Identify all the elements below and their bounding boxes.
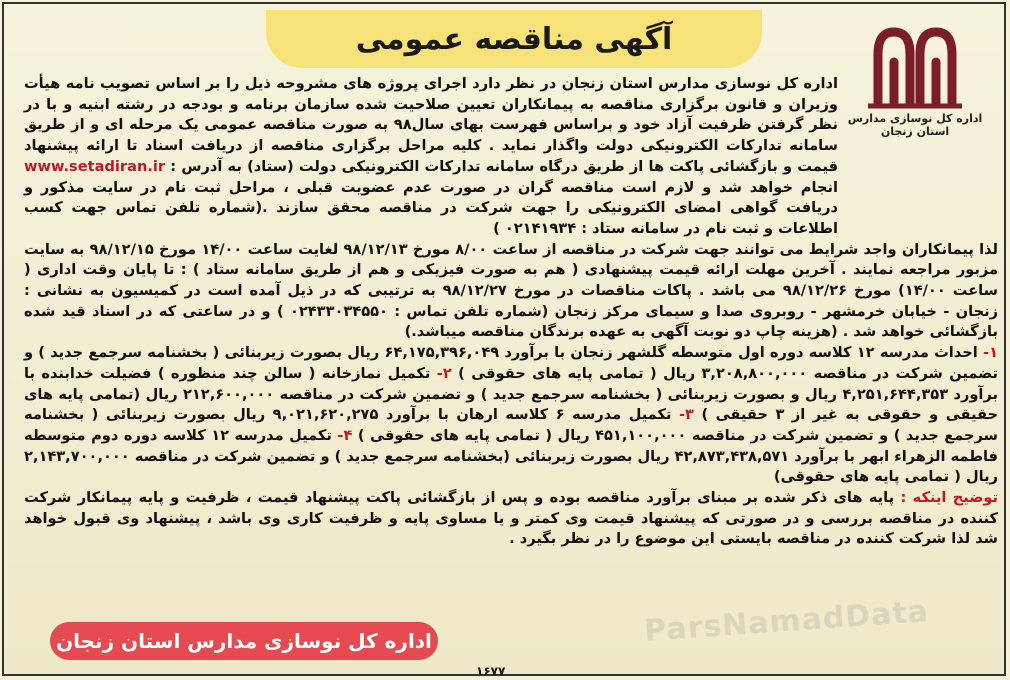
project-text: تکمیل مدرسه ۶ کلاسه ارهان با برآورد ۹,۰۲۱,۶۲۰,۲۷۵ ریال بصورت زیربنائی ( بخشنامه سرجمع جدید ) و تضمین شرکت در مناقصه ۴۵۱,۱۰۰,۰۰۰ ریال ( تمامی پایه های حقوقی ) (24, 406, 998, 444)
project-text: تکمیل نمازخانه ( سالن چند منظوره ) فضیلت خدابنده با برآورد ۴,۲۵۱,۶۴۴,۳۵۳ ریال و بصورت زیربنائی ( بخشنامه سرجمع جدید ) و تضمین شرکت در مناقصه ۲۱۲,۶۰۰,۰۰۰ ریال (تمامی پایه های حقیقی و حقوقی به غیر از ۳ حقیقی ) (24, 364, 999, 424)
page-title: آگهی مناقصه عمومی (355, 21, 673, 57)
projects-paragraph (24, 343, 998, 488)
intro-paragraph (24, 74, 998, 240)
note-paragraph (24, 488, 998, 550)
note-text: پایه های ذکر شده بر مبنای برآورد مناقصه بوده و پس از بازگشائی پاکت پیشنهاد قیمت ، ظرفیت و پایه پیمانکار شرکت کننده در مناقصه بررسی و در صورتی که پیشنهاد قیمت وی کمتر و یا مساوی پایه و ظرفیت کاری وی باشد ، پیشنهاد وی قبول خواهد شد لذا شرکت کننده در مناقصه بایستی این موضوع را در نظر بگیرد . (24, 489, 998, 548)
footer-banner (50, 622, 438, 660)
ad-code: ۱۶۷۷ (476, 664, 506, 678)
project-text: تکمیل مدرسه ۱۲ کلاسه دوره دوم متوسطه فاطمه الزهراء ابهر با برآورد ۴۲,۸۷۳,۴۳۸,۵۷۱ ریال بصورت زیربنائی (بخشنامه سرجمع جدید ) و تضمین شرکت در مناقصه ۲,۱۴۳,۷۰۰,۰۰۰ ریال ( تمامی پایه های حقوقی) (24, 426, 998, 486)
project-number: ۱- (983, 344, 998, 362)
logo-caption: اداره کل نوسازی مدارس استان زنجان (847, 112, 983, 138)
footer-organization-name: اداره کل نوسازی مدارس استان زنجان (56, 629, 432, 653)
announcement-body (24, 74, 998, 550)
setad-url-link[interactable]: www.setadiran.ir (24, 157, 166, 175)
watermark-text: ParsNamadData (643, 594, 931, 649)
intro-text-continued: انجام خواهد شد و لازم است مناقصه گران در صورت عدم عضویت قبلی ، مراحل ثبت نام در سایت مذکور و دریافت گواهی امضای الکترونیکی را جهت شرکت در مناقصه محقق سازند .(شماره تلفن تماس جهت کسب اطلاعات و ثبت نام در سامانه ستاد : ۰۲۱۴۱۹۳۴ ) (24, 178, 838, 237)
project-number: ۳- (678, 406, 694, 424)
schedule-paragraph: لذا پیمانکاران واجد شرایط می توانند جهت شرکت در مناقصه از ساعت ۸/۰۰ مورخ ۹۸/۱۲/۱۳ لغایت ساعت ۱۴/۰۰ مورخ ۹۸/۱۲/۱۵ به سایت مزبور مراجعه نمایند . آخرین مهلت ارائه قیمت پیشنهادی ( هم به صورت فیزیکی و هم از طریق سامانه ستاد ) : تا پایان وقت اداری ( ساعت ۱۴/۰۰) مورخ ۹۸/۱۲/۲۶ می باشد . پاکات مناقصات در مورخ ۹۸/۱۲/۲۷ به ترتیبی که در ذیل آمده است در کمیسیون به نشانی : زنجان - خیابان خرمشهر - روبروی صدا و سیمای مرکز زنجان (شماره تلفن تماس : ۰۲۴۳۳۰۳۴۵۵۰ ) و در ساعتی که در اسناد قید شده بازگشائی خواهد شد . (هزینه چاپ دو نوبت آگهی به عهده برندگان مناقصه میباشد.) (24, 240, 999, 341)
project-number: ۴- (337, 426, 353, 444)
intro-text: اداره کل نوسازی مدارس استان زنجان در نظر دارد اجرای پروژه های مشروحه ذیل را بر اساس تصویب نامه هیأت وزیران و قانون برگزاری مناقصه به پیمانکاران تعیین صلاحیت شده سازمان برنامه و بودجه در رشته ابنیه و با در نظر گرفتن ظرفیت آزاد خود و براساس فهرست بهای سال۹۸ به صورت مناقصه عمومی یک مرحله ای و از طریق سامانه تدارکات الکترونیکی دولت واگذار نماید . کلیه مراحل برگزاری مناقصه از دریافت اسناد تا ارائه پیشنهاد قیمت و بازگشائی پاکت ها از طریق درگاه سامانه تدارکات الکترونیکی دولت (ستاد) به آدرس : (24, 75, 839, 175)
project-text: احداث مدرسه ۱۲ کلاسه دوره اول متوسطه گلشهر زنجان با برآورد ۶۴,۱۷۵,۳۹۶,۰۴۹ ریال بصورت زیربنائی ( بخشنامه سرجمع جدید ) و تضمین شرکت در مناقصه ۳,۲۰۸,۸۰۰,۰۰۰ ریال ( تمامی پایه های حقوقی ) (24, 344, 999, 382)
project-number: ۲- (436, 364, 452, 382)
advertisement-frame (2, 2, 1006, 676)
note-label: توضیح اینکه : (900, 489, 998, 507)
title-banner (266, 10, 762, 68)
